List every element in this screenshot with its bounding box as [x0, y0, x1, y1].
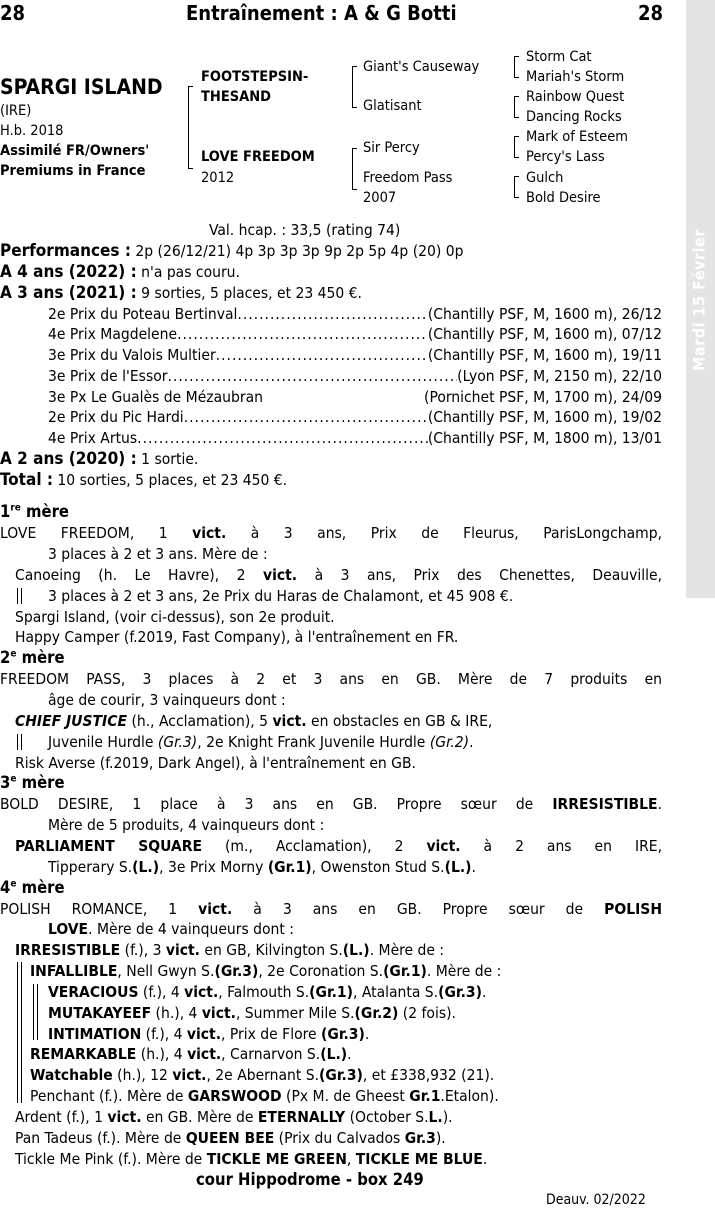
pedigree-dsd: Percy's Lass — [526, 149, 605, 165]
mere2-line1: FREEDOM PASS, 3 places à 2 et 3 ans en GB. Mère de 7 produits en — [0, 670, 662, 688]
race-detail: (Lyon PSF, M, 2150 m), 22/10 — [457, 367, 662, 385]
pedigree-sire-line2: THESAND — [201, 89, 271, 105]
race-name: 3e Prix de l'Essor — [48, 367, 168, 385]
a4-label: A 4 ans (2022) : — [0, 262, 137, 282]
mere4-line13: Tickle Me Pink (f.). Mère de TICKLE ME GREEN, TICKLE ME BLUE. — [15, 1150, 488, 1168]
race-detail: (Chantilly PSF, M, 1600 m), 07/12 — [427, 325, 662, 343]
race-row — [48, 324, 662, 345]
horse-premium-line2: Premiums in France — [0, 163, 146, 179]
pedigree-dam-dam: Freedom Pass — [363, 170, 453, 186]
a3-line — [0, 283, 362, 304]
horse-name: SPARGI ISLAND — [0, 75, 163, 99]
mere4-line4: INFALLIBLE, Nell Gwyn S.(Gr.3), 2e Coronation S.(Gr.1). Mère de : — [30, 962, 502, 980]
race-detail: (Chantilly PSF, M, 1600 m), 19/02 — [427, 408, 662, 426]
page-number-right: 28 — [638, 1, 664, 25]
pedigree-sire-line1: FOOTSTEPSIN- — [201, 69, 309, 85]
pedigree-dam-year: 2012 — [201, 170, 235, 186]
pedigree-ssd: Mariah's Storm — [526, 69, 625, 85]
pedigree-sds: Rainbow Quest — [526, 89, 625, 105]
mere4-line12: Pan Tadeus (f.). Mère de QUEEN BEE (Prix du Calvados Gr.3). — [15, 1129, 446, 1147]
mere1-line3: Canoeing (h. Le Havre), 2 vict. à 3 ans, Prix des Chenettes, Deauville, — [15, 566, 662, 584]
race-row — [48, 387, 662, 408]
a3-value: 9 sorties, 5 places, et 23 450 €. — [136, 284, 362, 302]
mere1-line6: Happy Camper (f.2019, Fast Company), à l'entraînement en FR. — [15, 628, 459, 646]
pedigree-bracket-sire — [352, 66, 357, 108]
pedigree-sire-dam: Glatisant — [363, 98, 422, 114]
race-detail: (Chantilly PSF, M, 1600 m), 26/12 — [427, 305, 662, 323]
box-location: cour Hippodrome - box 249 — [196, 1170, 424, 1189]
a3-label: A 3 ans (2021) : — [0, 283, 137, 303]
pedigree-dam-sire: Sir Percy — [363, 140, 420, 156]
race-row — [48, 366, 662, 387]
race-row — [48, 428, 662, 449]
mere4-line5: VERACIOUS (f.), 4 vict., Falmouth S.(Gr.1), Atalanta S.(Gr.3). — [48, 983, 487, 1001]
mere1-heading: 1re mère — [0, 502, 69, 521]
pedigree-sire-sire: Giant's Causeway — [363, 59, 480, 75]
horse-coat-year: H.b. 2018 — [0, 123, 64, 139]
race-name: 3e Px Le Gualès de Mézaubran — [48, 388, 263, 406]
mere4-line1: POLISH ROMANCE, 1 vict. à 3 ans en GB. Propre sœur de POLISH — [0, 900, 662, 918]
performances-label: Performances : — [0, 241, 131, 261]
mere3-line2: Mère de 5 produits, 4 vainqueurs dont : — [48, 816, 325, 834]
mere1-line2: 3 places à 2 et 3 ans. Mère de : — [48, 545, 268, 563]
pedigree-bracket-ss — [514, 56, 519, 78]
mere2-line3: CHIEF JUSTICE (h., Acclamation), 5 vict. en obstacles en GB & IRE, — [15, 712, 493, 730]
pedigree-dss: Mark of Esteem — [526, 129, 628, 145]
total-value: 10 sorties, 5 places, et 23 450 €. — [53, 471, 288, 489]
race-detail: (Chantilly PSF, M, 1800 m), 13/01 — [427, 429, 662, 447]
performances-line — [0, 241, 463, 262]
race-row — [48, 345, 662, 366]
pedigree-ddd: Bold Desire — [526, 190, 601, 206]
a2-line — [0, 449, 198, 470]
race-name: 2e Prix du Pic Hardi — [48, 408, 184, 426]
side-band-date: Mardi 15 Février — [689, 229, 709, 371]
mere2-heading: 2e mère — [0, 648, 65, 667]
race-row — [48, 407, 662, 428]
performances-value: 2p (26/12/21) 4p 3p 3p 3p 9p 2p 5p 4p (20) 0p — [130, 242, 464, 260]
pedigree-bracket-sd — [514, 96, 519, 118]
a4-value: n'a pas couru. — [136, 263, 240, 281]
mere4-line2: LOVE. Mère de 4 vainqueurs dont : — [48, 920, 294, 938]
mere4-line7: INTIMATION (f.), 4 vict., Prix de Flore (Gr.3). — [48, 1025, 370, 1043]
mere4-line3: IRRESISTIBLE (f.), 3 vict. en GB, Kilvington S.(L.). Mère de : — [15, 941, 445, 959]
race-detail: (Chantilly PSF, M, 1600 m), 19/11 — [427, 346, 662, 364]
pedigree-bracket-ds — [514, 136, 519, 158]
race-row — [48, 304, 662, 325]
page-number-left: 28 — [0, 1, 26, 25]
footer-note: Deauv. 02/2022 — [546, 1192, 646, 1208]
pedigree-bracket-dd — [514, 176, 519, 198]
horse-origin: (IRE) — [0, 103, 32, 119]
page-title: Entraînement : A & G Botti — [186, 1, 457, 25]
total-line — [0, 470, 287, 491]
mere4-line10: Penchant (f.). Mère de GARSWOOD (Px M. de Gheest Gr.1.Etalon). — [30, 1087, 499, 1105]
total-label: Total : — [0, 470, 53, 490]
pedigree-dds: Gulch — [526, 170, 564, 186]
handicap-value: Val. hcap. : 33,5 (rating 74) — [209, 221, 401, 239]
pedigree-dam: LOVE FREEDOM — [201, 149, 315, 165]
pedigree-sss: Storm Cat — [526, 49, 592, 65]
pedigree-sdd: Dancing Rocks — [526, 109, 622, 125]
a4-line — [0, 262, 240, 283]
pedigree-bracket-dam — [352, 148, 357, 190]
race-name: 2e Prix du Poteau Bertinval — [48, 305, 238, 323]
pedigree-dam-dam-year: 2007 — [363, 190, 397, 206]
mere4-line6: MUTAKAYEEF (h.), 4 vict., Summer Mile S.(Gr.2) (2 fois). — [48, 1004, 456, 1022]
mere4-line8: REMARKABLE (h.), 4 vict., Carnarvon S.(L.). — [30, 1045, 352, 1063]
mere2-line2: âge de courir, 3 vainqueurs dont : — [48, 691, 286, 709]
mere1-line5: Spargi Island, (voir ci-dessus), son 2e produit. — [15, 608, 335, 626]
mere2-line4: Juvenile Hurdle (Gr.3), 2e Knight Frank Juvenile Hurdle (Gr.2). — [48, 733, 474, 751]
mere4-line9: Watchable (h.), 12 vict., 2e Abernant S.(Gr.3), et £338,932 (21). — [30, 1066, 495, 1084]
race-name: 4e Prix Magdelene — [48, 325, 178, 343]
mere3-line3: PARLIAMENT SQUARE (m., Acclamation), 2 vict. à 2 ans en IRE, — [15, 837, 663, 855]
mere4-line11: Ardent (f.), 1 vict. en GB. Mère de ETERNALLY (October S.L.). — [15, 1108, 453, 1126]
mere2-line5: Risk Averse (f.2019, Dark Angel), à l'entraînement en GB. — [15, 754, 416, 772]
mere1-line4: 3 places à 2 et 3 ans, 2e Prix du Haras de Chalamont, et 45 908 €. — [48, 587, 514, 605]
mere3-line1: BOLD DESIRE, 1 place à 3 ans en GB. Propre sœur de IRRESISTIBLE. — [0, 795, 662, 813]
a2-value: 1 sortie. — [136, 450, 199, 468]
a2-label: A 2 ans (2020) : — [0, 449, 137, 469]
mere4-heading: 4e mère — [0, 878, 65, 897]
race-name: 4e Prix Artus — [48, 429, 138, 447]
race-detail: (Pornichet PSF, M, 1700 m), 24/09 — [424, 388, 662, 406]
mere1-line1: LOVE FREEDOM, 1 vict. à 3 ans, Prix de Fleurus, ParisLongchamp, — [0, 524, 662, 542]
pedigree-bracket-main — [188, 86, 193, 169]
mere3-line4: Tipperary S.(L.), 3e Prix Morny (Gr.1), Owenston Stud S.(L.). — [48, 858, 476, 876]
race-name: 3e Prix du Valois Multier — [48, 346, 216, 364]
horse-premium-line1: Assimilé FR/Owners' — [0, 143, 150, 159]
mere3-heading: 3e mère — [0, 773, 65, 792]
